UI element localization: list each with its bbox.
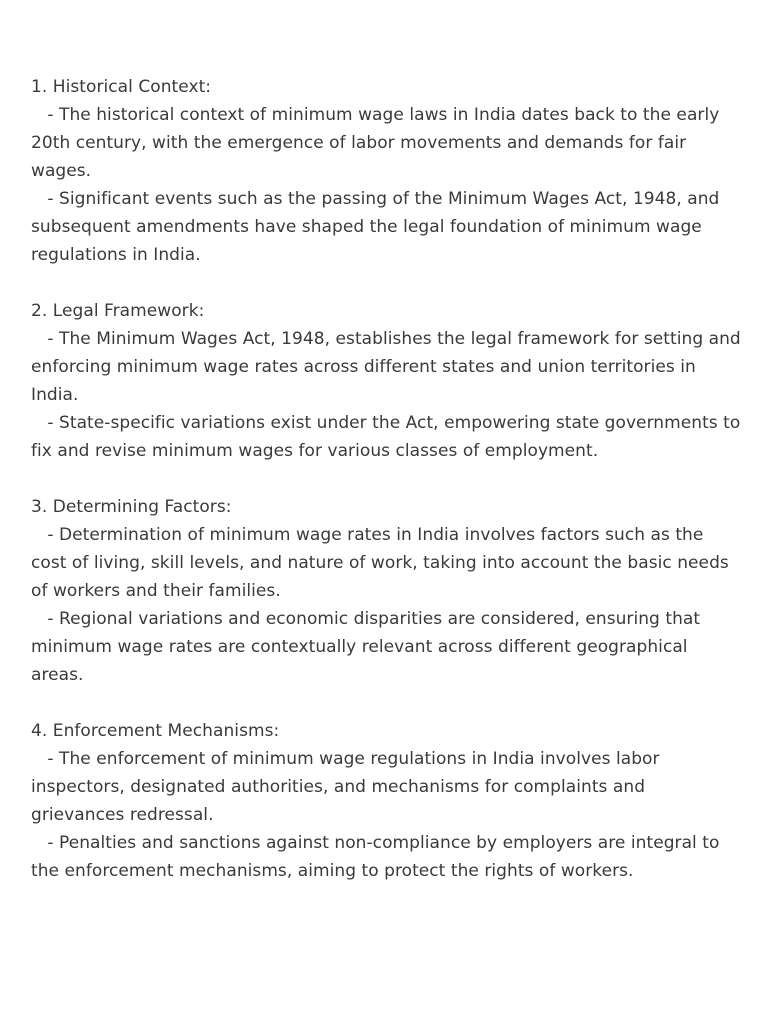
section-determining-factors bbox=[31, 493, 743, 689]
section-heading: 1. Historical Context: bbox=[31, 77, 212, 97]
bullet-item: - Significant events such as the passing of the Minimum Wages Act, 1948, and subsequent amendments have shaped the legal foundation of minimum wage regulations in India. bbox=[31, 189, 725, 265]
section-historical-context bbox=[31, 73, 743, 269]
bullet-item: - The historical context of minimum wage laws in India dates back to the early 20th century, with the emergence of labor movements and demands for fair wages. bbox=[31, 105, 725, 181]
bullet-item: - The enforcement of minimum wage regulations in India involves labor inspectors, designated authorities, and mechanisms for complaints and grievances redressal. bbox=[31, 749, 666, 825]
section-heading: 3. Determining Factors: bbox=[31, 497, 232, 517]
section-heading: 2. Legal Framework: bbox=[31, 301, 205, 321]
document-body bbox=[31, 73, 747, 913]
section-heading: 4. Enforcement Mechanisms: bbox=[31, 721, 280, 741]
bullet-item: - The Minimum Wages Act, 1948, establishes the legal framework for setting and enforcing minimum wage rates across different states and union territories in India. bbox=[31, 329, 747, 405]
bullet-item: - Determination of minimum wage rates in India involves factors such as the cost of living, skill levels, and nature of work, taking into account the basic needs of workers and their families. bbox=[31, 525, 735, 601]
section-legal-framework bbox=[31, 297, 747, 465]
bullet-item: - Regional variations and economic disparities are considered, ensuring that minimum wage rates are contextually relevant across different geographical areas. bbox=[31, 609, 706, 685]
bullet-item: - State-specific variations exist under the Act, empowering state governments to fix and revise minimum wages for various classes of employment. bbox=[31, 413, 746, 461]
bullet-item: - Penalties and sanctions against non-compliance by employers are integral to the enforcement mechanisms, aiming to protect the rights of workers. bbox=[31, 833, 725, 881]
section-enforcement-mechanisms bbox=[31, 717, 743, 885]
